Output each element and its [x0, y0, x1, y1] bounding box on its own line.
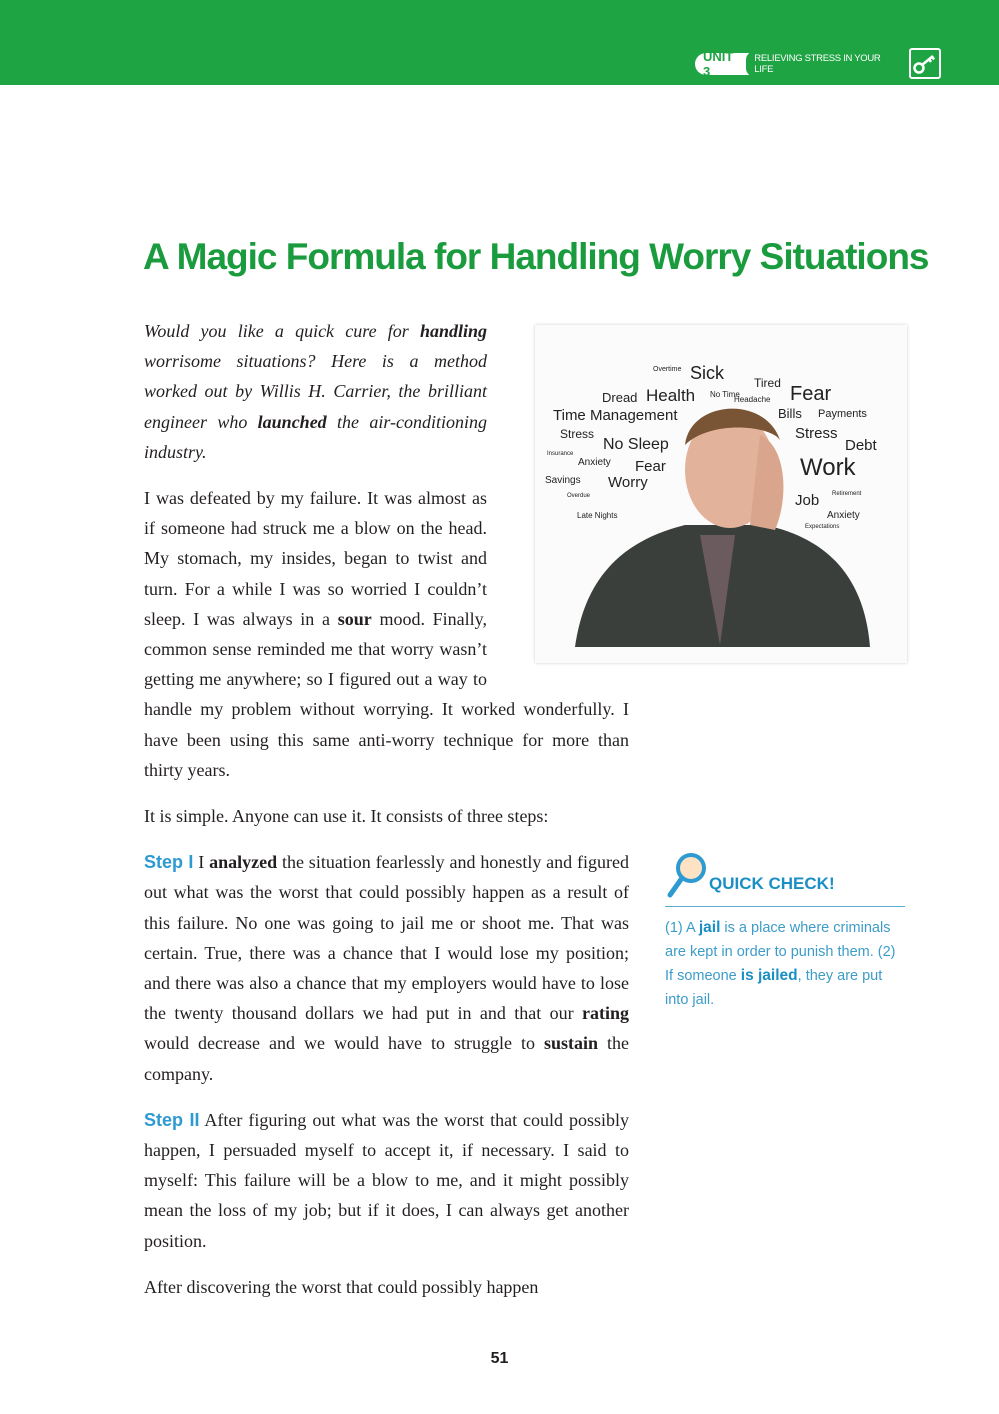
- magnifier-icon: [665, 850, 709, 900]
- svg-text:Insurance: Insurance: [547, 451, 574, 457]
- svg-text:Anxiety: Anxiety: [578, 457, 611, 468]
- svg-text:Late Nights: Late Nights: [577, 511, 618, 520]
- divider: [665, 906, 905, 907]
- svg-text:No Time: No Time: [710, 390, 740, 399]
- svg-text:Stress: Stress: [560, 427, 595, 441]
- paragraph: It is simple. Anyone can use it. It consists of three steps:: [144, 806, 549, 827]
- svg-text:Expectations: Expectations: [805, 524, 840, 530]
- svg-text:Worry: Worry: [608, 474, 648, 491]
- stressed-man-image: [535, 325, 907, 663]
- svg-text:Payments: Payments: [818, 408, 867, 420]
- svg-text:Sick: Sick: [690, 363, 725, 383]
- svg-text:Job: Job: [795, 492, 820, 509]
- step-2-paragraph: Step II After figuring out what was the worst that could possibly happen, I persuaded myself to accept it, if necessary. I said to myself: This failure will be a blow to me, and it might possibly mean the loss of my job; but if it does, I can always get another position.: [144, 1109, 629, 1251]
- svg-text:Debt: Debt: [845, 437, 877, 454]
- svg-text:Retirement: Retirement: [832, 491, 862, 497]
- svg-text:Overtime: Overtime: [653, 366, 682, 373]
- intro-paragraph: Would you like a quick cure for handling worrisome situations? Here is a method worked out by Willis H. Carrier, the brilliant engineer who launched the air-conditioning industry.: [144, 321, 487, 462]
- quick-check-title: QUICK CHECK!: [709, 874, 835, 893]
- svg-text:Headache: Headache: [734, 395, 771, 404]
- step-label: Step I: [144, 852, 194, 873]
- svg-text:Fear: Fear: [635, 458, 666, 475]
- paragraph: I was defeated by my failure. It was almost as if someone had struck me a blow on the head. My stomach, my insides, began to twist and turn. For a while I was so worried I couldn’t sleep. I was always in a sour mood. Finally, common sense reminded me that worry wasn’t getting me anywhere; so I figured out a way to handle my problem without worrying. It worked wonderfully. I have been using this same anti-worry technique for more than thirty years.: [144, 488, 629, 780]
- svg-text:Stress: Stress: [795, 425, 838, 442]
- quick-check-text: (1) A jail is a place where criminals are kept in order to punish them. (2) If someone is jailed, they are put into jail.: [665, 919, 896, 1008]
- svg-text:Overdue: Overdue: [567, 493, 591, 499]
- unit-title: RELIEVING STRESS IN YOUR LIFE: [746, 51, 903, 77]
- header-bar: [0, 0, 999, 85]
- unit-badge: [695, 49, 903, 79]
- svg-text:Tired: Tired: [754, 376, 781, 390]
- svg-text:Anxiety: Anxiety: [827, 510, 860, 521]
- svg-text:Savings: Savings: [545, 475, 581, 486]
- svg-text:Dread: Dread: [602, 390, 638, 405]
- page-number: 51: [490, 1350, 509, 1367]
- step-label: Step II: [144, 1109, 200, 1130]
- key-icon: [909, 48, 941, 79]
- svg-text:Work: Work: [800, 454, 856, 481]
- page-title: A Magic Formula for Handling Worry Situations: [143, 236, 929, 277]
- paragraph: After discovering the worst that could possibly happen: [144, 1276, 539, 1297]
- svg-text:Time Management: Time Management: [553, 407, 678, 424]
- step-1-paragraph: Step I I analyzed the situation fearlessly and honestly and figured out what was the worst that could possibly happen as a result of this failure. No one was going to jail me or shoot me. That was certain. True, there was a chance that I would lose my position; and there was also a chance that my employers would have to lose the twenty thousand dollars we had put in and that our rating would decrease and we would have to struggle to sustain the company.: [144, 852, 630, 1084]
- unit-label: UNIT 3: [703, 49, 734, 79]
- svg-text:Bills: Bills: [778, 406, 802, 421]
- svg-text:Fear: Fear: [790, 383, 832, 405]
- svg-text:No Sleep: No Sleep: [603, 436, 669, 453]
- svg-text:Health: Health: [646, 386, 696, 405]
